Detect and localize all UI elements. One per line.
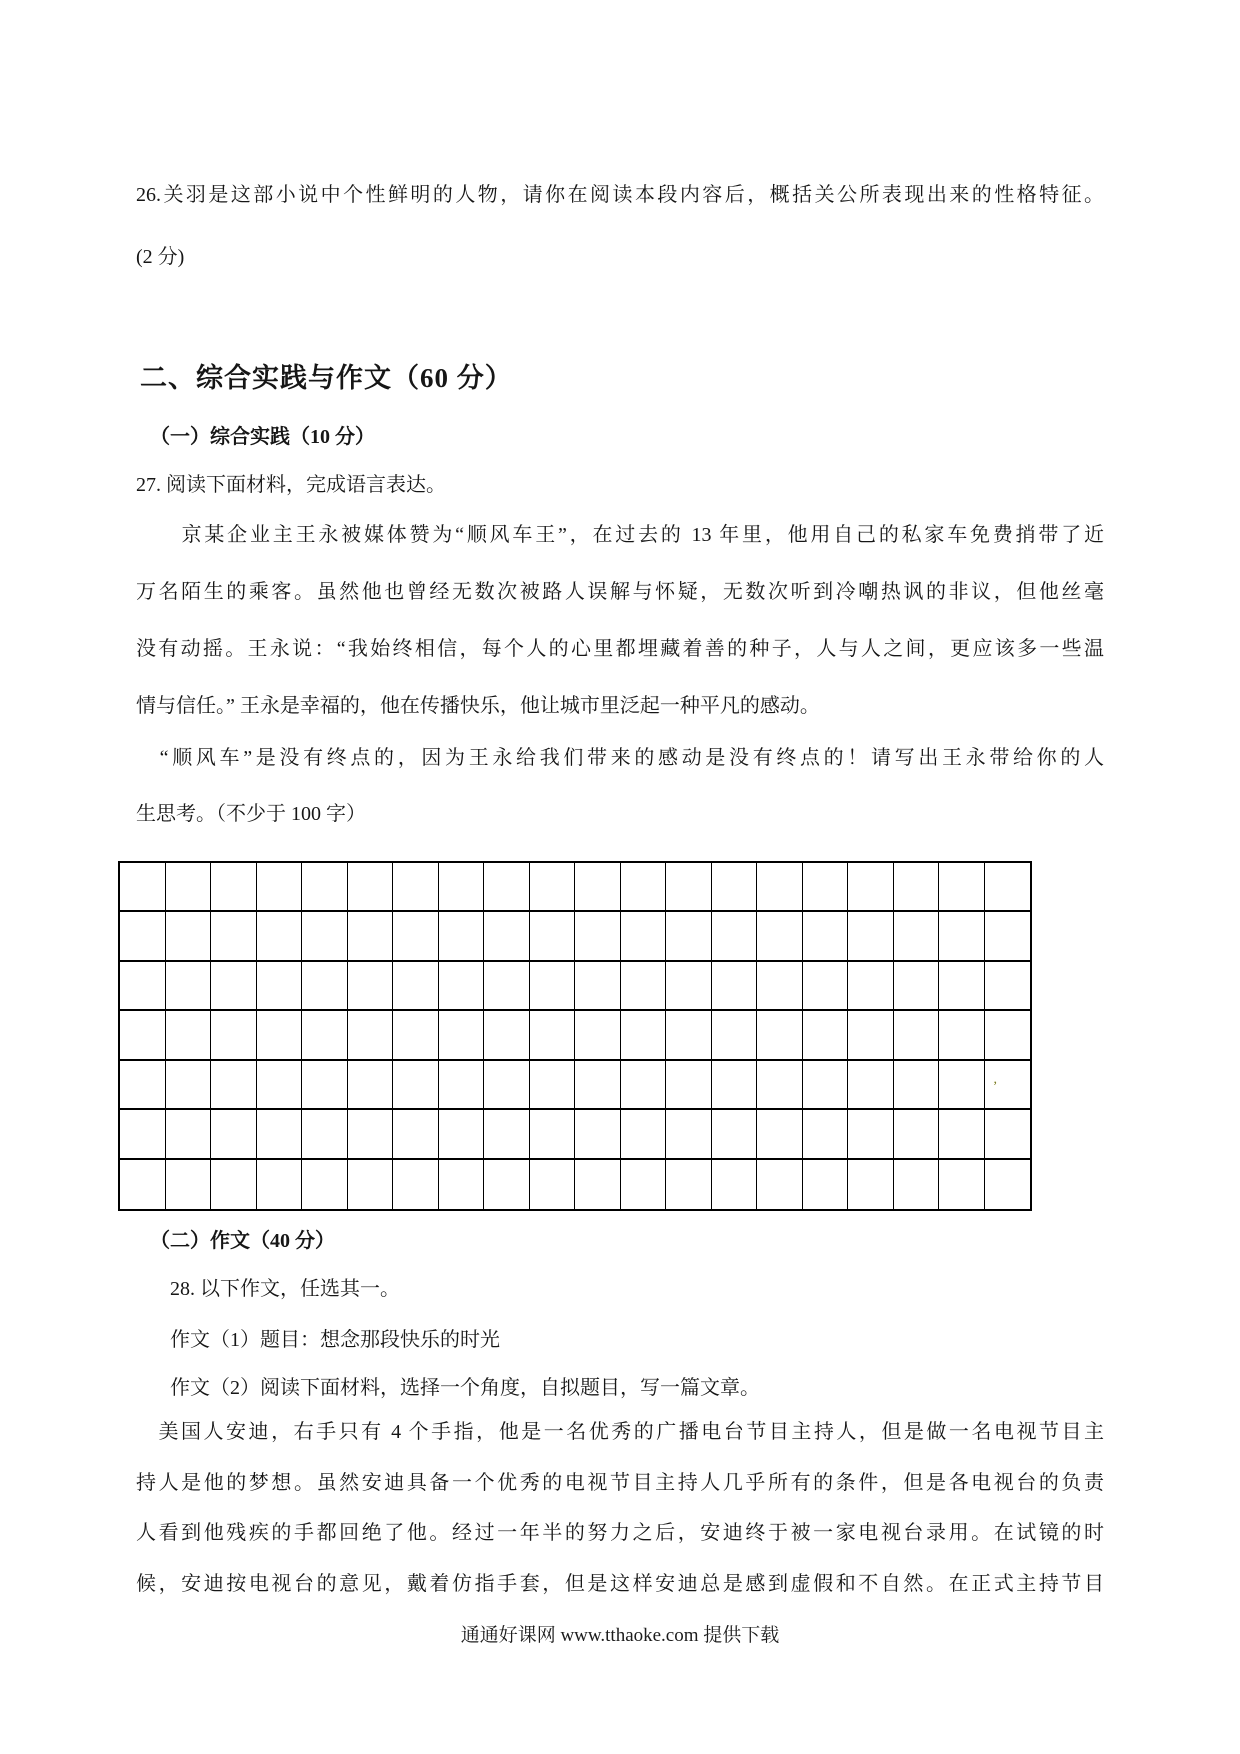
text-line: 候，安迪按电视台的意见，戴着仿指手套，但是这样安迪总是感到虚假和不自然。在正式主持节目 bbox=[136, 1572, 1104, 1595]
grid-cell bbox=[302, 962, 348, 1011]
text-line: 美国人安迪，右手只有 4 个手指，他是一名优秀的广播电台节目主持人，但是做一名电视节目主 bbox=[136, 1421, 1104, 1443]
grid-cell bbox=[348, 1160, 394, 1209]
grid-cell bbox=[803, 863, 849, 912]
grid-cell bbox=[712, 1160, 758, 1209]
grid-cell bbox=[439, 1011, 485, 1060]
text-line: “顺风车”是没有终点的，因为王永给我们带来的感动是没有终点的！请写出王永带给你的人 bbox=[136, 747, 1104, 769]
grid-cell bbox=[803, 1110, 849, 1159]
grid-cell bbox=[393, 1160, 439, 1209]
grid-cell bbox=[257, 1110, 303, 1159]
text-line: 没有动摇。王永说：“我始终相信，每个人的心里都埋藏着善的种子，人与人之间，更应该多一些温 bbox=[136, 638, 1104, 660]
grid-cell bbox=[575, 863, 621, 912]
grid-cell bbox=[439, 1110, 485, 1159]
grid-cell bbox=[757, 863, 803, 912]
grid-cell bbox=[575, 1061, 621, 1110]
grid-cell bbox=[439, 962, 485, 1011]
grid-cell bbox=[393, 962, 439, 1011]
grid-cell bbox=[302, 912, 348, 961]
grid-cell bbox=[621, 1011, 667, 1060]
question-28-intro: 28. 以下作文，任选其一。 bbox=[170, 1278, 400, 1300]
grid-cell bbox=[848, 912, 894, 961]
question-26 bbox=[136, 164, 1104, 288]
grid-cell bbox=[666, 1160, 712, 1209]
grid-cell bbox=[985, 912, 1031, 961]
stray-mark: , bbox=[993, 1071, 997, 1087]
grid-cell bbox=[666, 962, 712, 1011]
grid-cell bbox=[894, 1160, 940, 1209]
grid-cell bbox=[348, 1110, 394, 1159]
grid-cell bbox=[712, 912, 758, 961]
grid-cell bbox=[530, 962, 576, 1011]
grid-cell bbox=[120, 912, 166, 961]
grid-cell bbox=[575, 1011, 621, 1060]
grid-cell bbox=[666, 863, 712, 912]
grid-cell bbox=[621, 962, 667, 1011]
grid-cell bbox=[939, 863, 985, 912]
part2-heading: （二）作文（40 分） bbox=[150, 1230, 335, 1252]
grid-cell bbox=[530, 1110, 576, 1159]
grid-cell bbox=[894, 1061, 940, 1110]
grid-cell bbox=[530, 912, 576, 961]
grid-cell bbox=[211, 1011, 257, 1060]
grid-cell bbox=[439, 1061, 485, 1110]
grid-cell bbox=[803, 1061, 849, 1110]
grid-cell bbox=[257, 863, 303, 912]
grid-cell bbox=[575, 1110, 621, 1159]
grid-cell bbox=[621, 1061, 667, 1110]
text-line: 人看到他残疾的手都回绝了他。经过一年半的努力之后，安迪终于被一家电视台录用。在试镜的时 bbox=[136, 1522, 1104, 1544]
material-passage bbox=[136, 507, 1104, 735]
grid-cell bbox=[621, 1110, 667, 1159]
grid-cell bbox=[575, 962, 621, 1011]
grid-cell bbox=[848, 1011, 894, 1060]
grid-cell bbox=[530, 1061, 576, 1110]
grid-cell bbox=[484, 863, 530, 912]
grid-cell bbox=[211, 912, 257, 961]
grid-cell bbox=[666, 1061, 712, 1110]
grid-cell bbox=[894, 962, 940, 1011]
grid-cell bbox=[757, 1061, 803, 1110]
grid-cell bbox=[757, 962, 803, 1011]
grid-cell bbox=[757, 1160, 803, 1209]
grid-cell bbox=[211, 1110, 257, 1159]
grid-cell bbox=[985, 1160, 1031, 1209]
grid-cell bbox=[894, 1011, 940, 1060]
essay-option-2: 作文（2）阅读下面材料，选择一个角度，自拟题目，写一篇文章。 bbox=[170, 1377, 760, 1399]
grid-cell bbox=[302, 1160, 348, 1209]
grid-cell bbox=[166, 912, 212, 961]
grid-cell bbox=[120, 1061, 166, 1110]
grid-cell bbox=[803, 1011, 849, 1060]
grid-cell bbox=[257, 1160, 303, 1209]
grid-cell bbox=[302, 1011, 348, 1060]
text-line: (2 分) bbox=[136, 246, 185, 268]
grid-cell bbox=[211, 1160, 257, 1209]
grid-cell bbox=[939, 962, 985, 1011]
grid-cell bbox=[211, 962, 257, 1011]
grid-cell bbox=[712, 962, 758, 1011]
grid-cell bbox=[712, 863, 758, 912]
grid-cell bbox=[575, 912, 621, 961]
grid-cell bbox=[757, 1110, 803, 1159]
grid-cell bbox=[712, 1061, 758, 1110]
grid-cell bbox=[211, 863, 257, 912]
grid-cell bbox=[894, 912, 940, 961]
part1-heading: （一）综合实践（10 分） bbox=[150, 426, 375, 448]
grid-cell bbox=[166, 962, 212, 1011]
question-27-intro: 27. 阅读下面材料，完成语言表达。 bbox=[136, 474, 446, 496]
grid-cell bbox=[211, 1061, 257, 1110]
essay-material-passage bbox=[136, 1407, 1104, 1609]
grid-cell bbox=[348, 1061, 394, 1110]
grid-cell bbox=[166, 863, 212, 912]
grid-cell bbox=[120, 1110, 166, 1159]
grid-cell bbox=[530, 863, 576, 912]
grid-cell bbox=[302, 1061, 348, 1110]
grid-cell bbox=[484, 962, 530, 1011]
text-line: 情与信任。” 王永是幸福的，他在传播快乐，他让城市里泛起一种平凡的感动。 bbox=[136, 695, 820, 717]
grid-cell bbox=[848, 1110, 894, 1159]
page-footer: 通通好课网 www.tthaoke.com 提供下载 bbox=[460, 1625, 780, 1646]
grid-cell bbox=[257, 1011, 303, 1060]
grid-cell bbox=[166, 1110, 212, 1159]
grid-cell bbox=[757, 1011, 803, 1060]
grid-cell bbox=[348, 912, 394, 961]
text-line: 京某企业主王永被媒体赞为“顺风车王”，在过去的 13 年里，他用自己的私家车免费捎带了近 bbox=[136, 524, 1104, 546]
grid-cell bbox=[575, 1160, 621, 1209]
grid-cell bbox=[894, 1110, 940, 1159]
grid-cell bbox=[393, 1110, 439, 1159]
essay-option-1: 作文（1）题目：想念那段快乐的时光 bbox=[170, 1329, 500, 1351]
grid-cell bbox=[166, 1011, 212, 1060]
grid-cell bbox=[803, 1160, 849, 1209]
grid-cell bbox=[530, 1160, 576, 1209]
grid-cell bbox=[939, 1110, 985, 1159]
text-line: 生思考。（不少于 100 字） bbox=[136, 803, 366, 825]
grid-cell bbox=[348, 1011, 394, 1060]
grid-cell bbox=[712, 1110, 758, 1159]
grid-cell bbox=[848, 863, 894, 912]
grid-cell bbox=[120, 962, 166, 1011]
grid-cell bbox=[985, 1061, 1031, 1110]
grid-cell bbox=[439, 912, 485, 961]
grid-cell bbox=[848, 1061, 894, 1110]
task-prompt bbox=[136, 730, 1104, 842]
grid-cell bbox=[803, 912, 849, 961]
grid-cell bbox=[621, 1160, 667, 1209]
grid-cell bbox=[985, 863, 1031, 912]
grid-cell bbox=[393, 912, 439, 961]
grid-cell bbox=[484, 1011, 530, 1060]
grid-cell bbox=[302, 863, 348, 912]
grid-cell bbox=[393, 1011, 439, 1060]
grid-cell bbox=[985, 1110, 1031, 1159]
grid-cell bbox=[120, 1011, 166, 1060]
text-line: 持人是他的梦想。虽然安迪具备一个优秀的电视节目主持人几乎所有的条件，但是各电视台的负责 bbox=[136, 1471, 1104, 1494]
grid-cell bbox=[257, 1061, 303, 1110]
grid-cell bbox=[848, 962, 894, 1011]
grid-cell bbox=[302, 1110, 348, 1159]
grid-cell bbox=[393, 863, 439, 912]
grid-cell bbox=[348, 863, 394, 912]
grid-cell bbox=[484, 1061, 530, 1110]
grid-cell bbox=[393, 1061, 439, 1110]
grid-cell bbox=[939, 1160, 985, 1209]
grid-cell bbox=[712, 1011, 758, 1060]
text-line: 26.关羽是这部小说中个性鲜明的人物，请你在阅读本段内容后，概括关公所表现出来的性格特征。 bbox=[136, 184, 1104, 206]
grid-cell bbox=[848, 1160, 894, 1209]
grid-cell bbox=[439, 1160, 485, 1209]
grid-cell bbox=[530, 1011, 576, 1060]
grid-cell bbox=[484, 1160, 530, 1209]
grid-cell bbox=[257, 912, 303, 961]
writing-grid bbox=[118, 861, 1032, 1211]
grid-cell bbox=[484, 912, 530, 961]
grid-cell bbox=[484, 1110, 530, 1159]
grid-cell bbox=[348, 962, 394, 1011]
grid-cell bbox=[257, 962, 303, 1011]
grid-cell bbox=[666, 1110, 712, 1159]
grid-cell bbox=[120, 1160, 166, 1209]
grid-cell bbox=[120, 863, 166, 912]
grid-cell bbox=[666, 1011, 712, 1060]
grid-cell bbox=[803, 962, 849, 1011]
grid-cell bbox=[666, 912, 712, 961]
grid-cell bbox=[939, 1061, 985, 1110]
text-line: 万名陌生的乘客。虽然他也曾经无数次被路人误解与怀疑，无数次听到冷嘲热讽的非议，但他丝毫 bbox=[136, 581, 1104, 603]
grid-cell bbox=[166, 1160, 212, 1209]
grid-cell bbox=[621, 863, 667, 912]
grid-cell bbox=[939, 912, 985, 961]
grid-cell bbox=[166, 1061, 212, 1110]
grid-cell bbox=[985, 962, 1031, 1011]
grid-cell bbox=[757, 912, 803, 961]
grid-cell bbox=[894, 863, 940, 912]
grid-cell bbox=[939, 1011, 985, 1060]
grid-cell bbox=[621, 912, 667, 961]
grid-cell bbox=[985, 1011, 1031, 1060]
grid-cell bbox=[439, 863, 485, 912]
section-heading: 二、综合实践与作文（60 分） bbox=[140, 363, 513, 393]
